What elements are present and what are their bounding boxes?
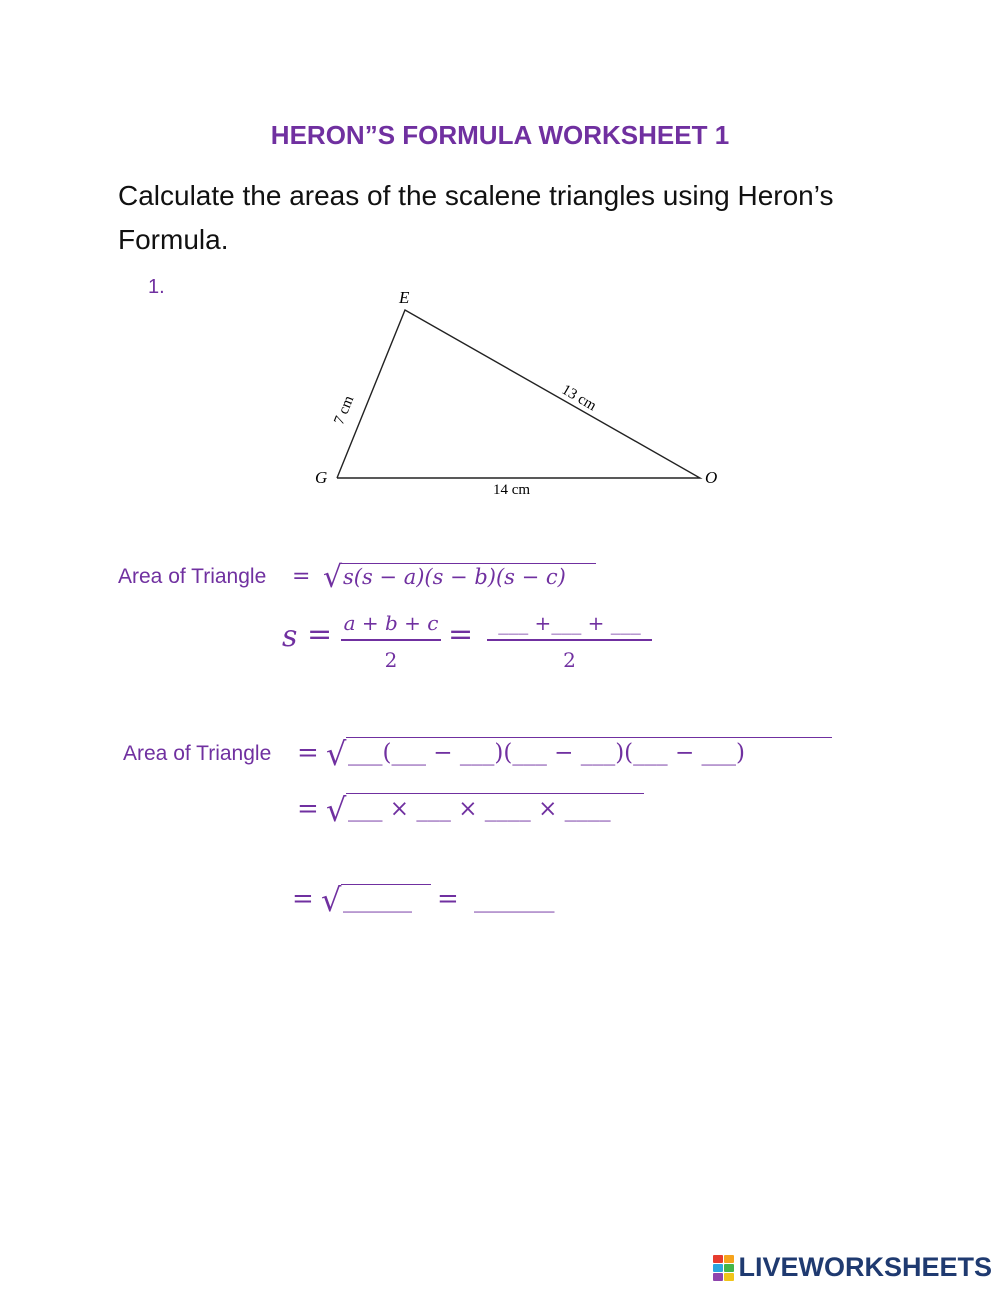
- work-line-1[interactable]: ___(___ − ___)(___ − ___)(___ − ___): [348, 740, 746, 766]
- question-number: 1.: [148, 276, 165, 298]
- vertex-g-label: G: [315, 468, 328, 487]
- s-numerator: a + b + c: [343, 611, 439, 635]
- work-sqrt-overline-3: [341, 884, 431, 885]
- work-answer[interactable]: _______: [474, 887, 555, 913]
- s-variable: s: [282, 619, 298, 654]
- work-line-3-inner[interactable]: ______: [343, 887, 412, 913]
- triangle-outline: [337, 310, 700, 478]
- liveworksheets-logo: [713, 1252, 992, 1283]
- work-equals-4: =: [437, 884, 459, 914]
- logo-mark-icon: [713, 1255, 734, 1281]
- worksheet-title: HERON”S FORMULA WORKSHEET 1: [270, 120, 730, 150]
- s-equals-2: =: [448, 617, 474, 652]
- heron-expression: s(s − a)(s − b)(s − c): [343, 565, 566, 589]
- s-fraction-bar: [341, 639, 441, 641]
- formula-equals: =: [292, 564, 311, 589]
- work-equals-3: =: [292, 884, 314, 914]
- work-line-2[interactable]: ___ × ___ × ____ × ____: [348, 796, 611, 822]
- side-go-length: 14 cm: [493, 482, 531, 498]
- work-label: Area of Triangle: [123, 742, 272, 765]
- work-sqrt-1: √: [326, 735, 347, 773]
- s-denominator: 2: [384, 648, 398, 672]
- sqrt-overline: [341, 563, 596, 564]
- side-ge-length: 7 cm: [331, 393, 358, 428]
- vertex-e-label: E: [399, 288, 410, 307]
- work-equals-1: =: [297, 738, 319, 768]
- logo-text: LIVEWORKSHEETS: [738, 1252, 992, 1282]
- work-equals-2: =: [297, 794, 319, 824]
- s-blank-numerator[interactable]: ___ +___ + ___: [498, 611, 641, 635]
- formula-label: Area of Triangle: [118, 565, 267, 588]
- vertex-o-label: O: [705, 468, 718, 487]
- work-sqrt-3: √: [321, 881, 342, 919]
- sqrt-symbol: √: [323, 560, 343, 595]
- work-sqrt-overline-1: [346, 737, 832, 738]
- s-blank-fraction-bar: [487, 639, 652, 641]
- instructions: Calculate the areas of the scalene triangles using Heron’s Formula.: [118, 180, 834, 255]
- triangle-diagram: [300, 280, 740, 510]
- s-equals: =: [307, 617, 333, 652]
- work-sqrt-2: √: [326, 791, 347, 829]
- s-blank-denominator: 2: [563, 648, 576, 672]
- work-sqrt-overline-2: [346, 793, 644, 794]
- side-eo-length: 13 cm: [558, 381, 599, 415]
